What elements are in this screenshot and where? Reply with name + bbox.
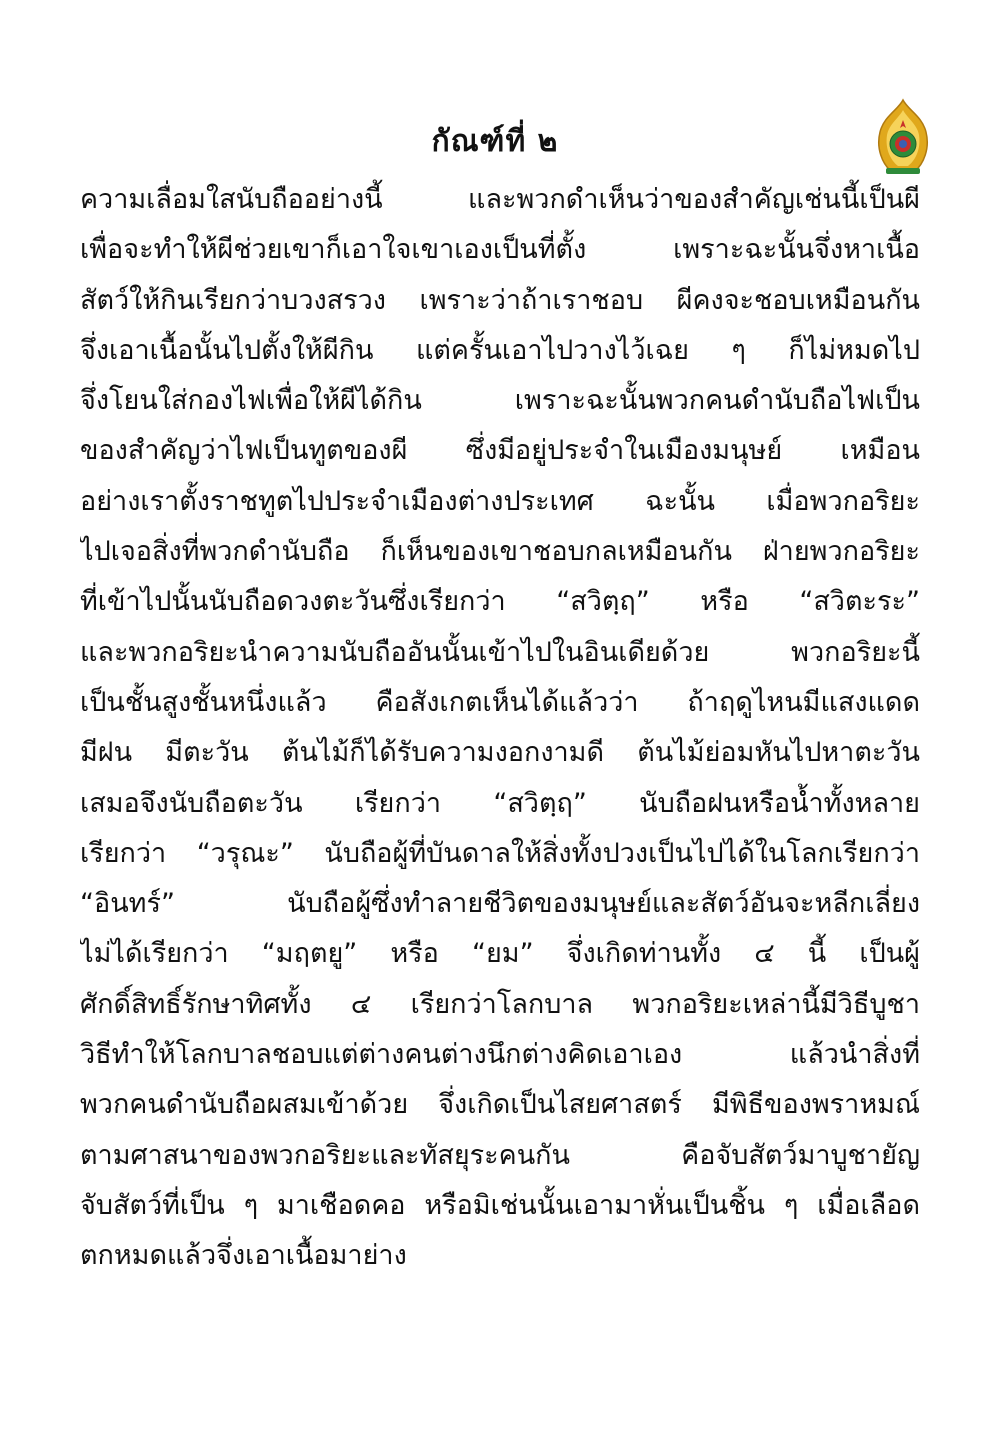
text-line: อย่างเราตั้งราชทูตไปประจำเมืองต่างประเทศ ฉะนั้น เมื่อพวกอริยะ: [80, 485, 920, 517]
text-line: จึ่งโยนใส่กองไฟเพื่อให้ผีได้กิน เพราะฉะนั้นพวกคนดำนับถือไฟเป็น: [80, 385, 920, 417]
text-line: ตกหมดแล้วจึ่งเอาเนื้อมาย่าง: [80, 1240, 407, 1272]
chapter-heading: กัณฑ์ที่ ๒: [431, 124, 559, 159]
text-line: “อินทร์” นับถือผู้ซึ่งทำลายชีวิตของมนุษย์และสัตว์อันจะหลีกเลี่ยง: [80, 888, 920, 920]
text-line: สัตว์ให้กินเรียกว่าบวงสรวง เพราะว่าถ้าเราชอบ ผีคงจะชอบเหมือนกัน: [80, 284, 920, 316]
text-line: เป็นชั้นสูงชั้นหนึ่งแล้ว คือสังเกตเห็นได้แล้วว่า ถ้าฤดูไหนมีแสงแดด: [80, 686, 920, 718]
text-line: มีฝน มีตะวัน ต้นไม้ก็ได้รับความงอกงามดี ต้นไม้ย่อมหันไปหาตะวัน: [80, 737, 920, 769]
text-line: ความเลื่อมใสนับถืออย่างนี้ และพวกดำเห็นว่าของสำคัญเช่นนี้เป็นผี: [80, 184, 920, 215]
text-line: เสมอจึงนับถือตะวัน เรียกว่า “สวิตฺฤ” นับถือฝนหรือน้ำทั้งหลาย: [80, 787, 920, 819]
text-line: วิธีทำให้โลกบาลชอบแต่ต่างคนต่างนึกต่างคิดเอาเอง แล้วนำสิ่งที่: [80, 1039, 920, 1071]
text-line: ตามศาสนาของพวกอริยะและทัสยุระคนกัน คือจับสัตว์มาบูชายัญ: [80, 1139, 920, 1171]
text-line: และพวกอริยะนำความนับถืออันนั้นเข้าไปในอินเดียด้วย พวกอริยะนี้: [80, 636, 920, 668]
text-line: เรียกว่า “วรุณะ” นับถือผู้ที่บันดาลให้สิ่งทั้งปวงเป็นไปได้ในโลกเรียกว่า: [80, 837, 920, 869]
text-line: พวกคนดำนับถือผสมเข้าด้วย จึ่งเกิดเป็นไสยศาสตร์ มีพิธีของพราหมณ์: [80, 1089, 920, 1121]
text-line: ที่เข้าไปนั้นนับถือดวงตะวันซึ่งเรียกว่า “สวิตฺฤ” หรือ “สวิตะระ”: [80, 586, 920, 618]
body-text: [80, 175, 920, 1282]
text-line: จับสัตว์ที่เป็น ๆ มาเชือดคอ หรือมิเช่นนั้นเอามาหั่นเป็นชิ้น ๆ เมื่อเลือด: [80, 1189, 920, 1221]
text-line: ไปเจอสิ่งที่พวกดำนับถือ ก็เห็นของเขาชอบกลเหมือนกัน ฝ่ายพวกอริยะ: [80, 536, 920, 568]
text-line: เพื่อจะทำให้ผีช่วยเขาก็เอาใจเขาเองเป็นที่ตั้ง เพราะฉะนั้นจึ่งหาเนื้อ: [80, 234, 920, 266]
text-line: ศักดิ์สิทธิ์รักษาทิศทั้ง ๔ เรียกว่าโลกบาล พวกอริยะเหล่านี้มีวิธีบูชา: [80, 988, 920, 1020]
text-line: จึ่งเอาเนื้อนั้นไปตั้งให้ผีกิน แต่ครั้นเอาไปวางไว้เฉย ๆ ก็ไม่หมดไป: [80, 334, 920, 366]
institution-seal-icon: [872, 98, 934, 178]
text-line: ไม่ได้เรียกว่า “มฤตยู” หรือ “ยม” จึ่งเกิดท่านทั้ง ๔ นี้ เป็นผู้: [80, 938, 920, 970]
text-line: ของสำคัญว่าไฟเป็นทูตของผี ซึ่งมีอยู่ประจำในเมืองมนุษย์ เหมือน: [80, 435, 920, 467]
